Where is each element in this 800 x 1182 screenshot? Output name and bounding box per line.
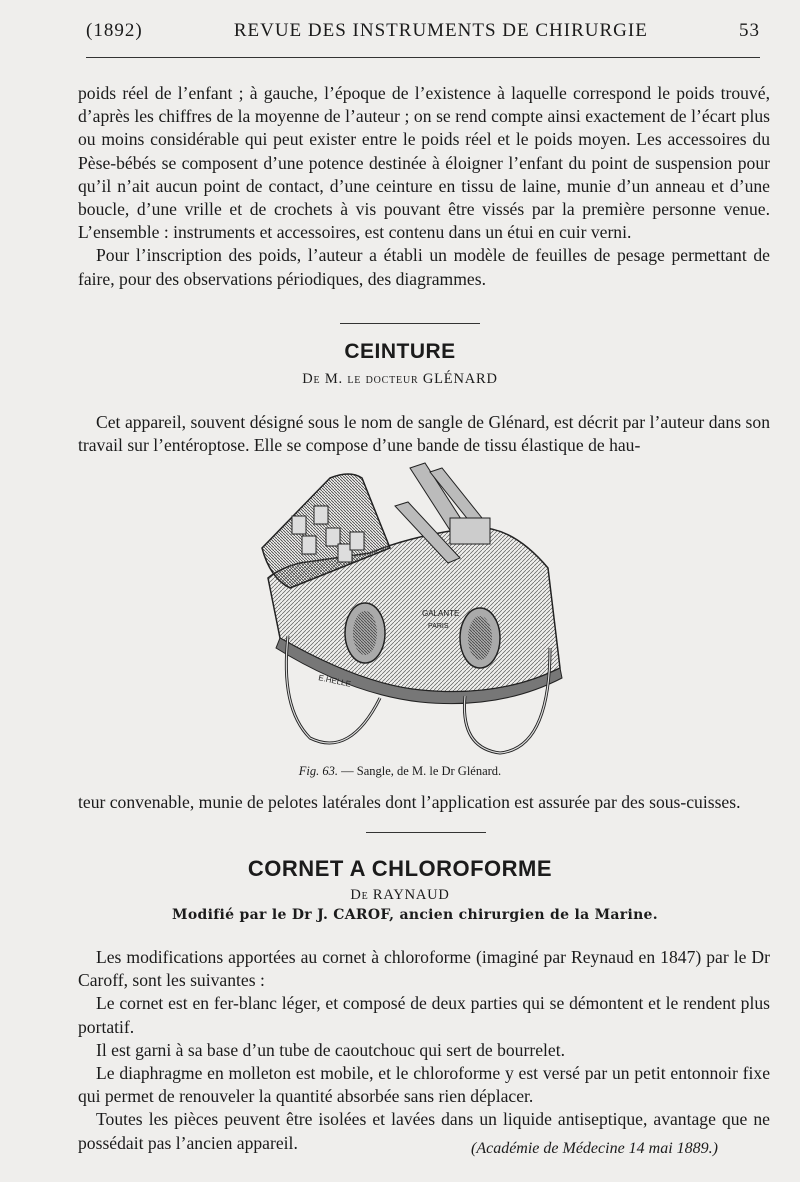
figure-caption-text: Sangle, de M. le Dr Glénard. [356, 764, 502, 778]
header-page-number: 53 [739, 20, 760, 41]
cornet-section [78, 946, 770, 1155]
figure-number: Fig. 63. [298, 764, 339, 778]
header-journal-title: REVUE DES INSTRUMENTS DE CHIRURGIE [233, 20, 648, 41]
ceinture-paragraph-2: teur convenable, munie de pelotes latérales dont l’application est assurée par des sous-cuisses. [78, 792, 741, 812]
intro-section [78, 82, 770, 291]
running-header [86, 20, 760, 46]
belt-illustration [250, 458, 590, 758]
figure-caption-dash: — [341, 764, 354, 778]
header-year: (1892) [86, 20, 143, 41]
maker-label: GALANTE [422, 609, 460, 618]
maker-city-label: PARIS [428, 623, 449, 630]
section-separator [366, 832, 486, 833]
ceinture-subtitle: De M. le docteur GLÉNARD [302, 371, 498, 387]
intro-paragraph-1: poids réel de l’enfant ; à gauche, l’époque de l’existence à laquelle correspond le poids trouvé, d’après les chiffres de la moyenne de l’auteur ; on se rend compte ainsi exactement de l’écart plus ou moins considérable qui peut exister entre le poids réel et le poids moyen. Les accessoires du Pèse-bébés se composent d’une potence destinée à éloigner l’enfant du point de suspension pour qu’il n’ait aucun point de contact, d’une ceinture en tissu de laine, munie d’un anneau et d’une boucle, d’une vrille et de crochets à vis pouvant être vissés par la première personne venue. L’ensemble : instruments et accessoires, est contenu dans un étui en cuir verni. [78, 83, 770, 243]
cornet-paragraph-1: Les modifications apportées au cornet à chloroforme (imaginé par Reynaud en 1847) par le Dr Caroff, sont les suivantes : [78, 947, 770, 991]
cornet-paragraph-4: Le diaphragme en molleton est mobile, et le chloroforme y est versé par un petit entonnoir fixe qui permet de renouveler la quantité absorbée sans rien déplacer. [78, 1063, 770, 1107]
cornet-paragraph-2: Le cornet est en fer-blanc léger, et composé de deux parties qui se démontent et le rendent plus portatif. [78, 993, 770, 1037]
cornet-paragraph-3: Il est garni à sa base d’un tube de caoutchouc qui sert de bourrelet. [96, 1039, 565, 1060]
cornet-modified-by: Modifié par le Dr J. CAROF, ancien chirurgien de la Marine. [172, 907, 658, 923]
ceinture-paragraph-1: Cet appareil, souvent désigné sous le nom de sangle de Glénard, est décrit par l’auteur dans son travail sur l’entéroptose. Elle se compose d’une bande de tissu élastique de hau- [78, 412, 770, 456]
intro-paragraph-2: Pour l’inscription des poids, l’auteur a établi un modèle de feuilles de pesage permettant de faire, pour des observations périodiques, des diagrammes. [78, 245, 770, 289]
citation: (Académie de Médecine 14 mai 1889.) [470, 1140, 718, 1157]
figure-caption [0, 764, 800, 779]
cornet-paragraph-5: Toutes les pièces peuvent être isolées et lavées dans un liquide antiseptique, avantage que ne possédait pas l’ancien appareil. [78, 1109, 770, 1153]
cornet-title: CORNET A CHLOROFORME [247, 856, 553, 881]
cornet-subtitle: De RAYNAUD [350, 887, 450, 903]
ceinture-title: CEINTURE [344, 340, 456, 363]
engraver-signature: E.HELLE [317, 673, 352, 689]
section-separator [340, 323, 480, 324]
header-rule [86, 57, 760, 58]
